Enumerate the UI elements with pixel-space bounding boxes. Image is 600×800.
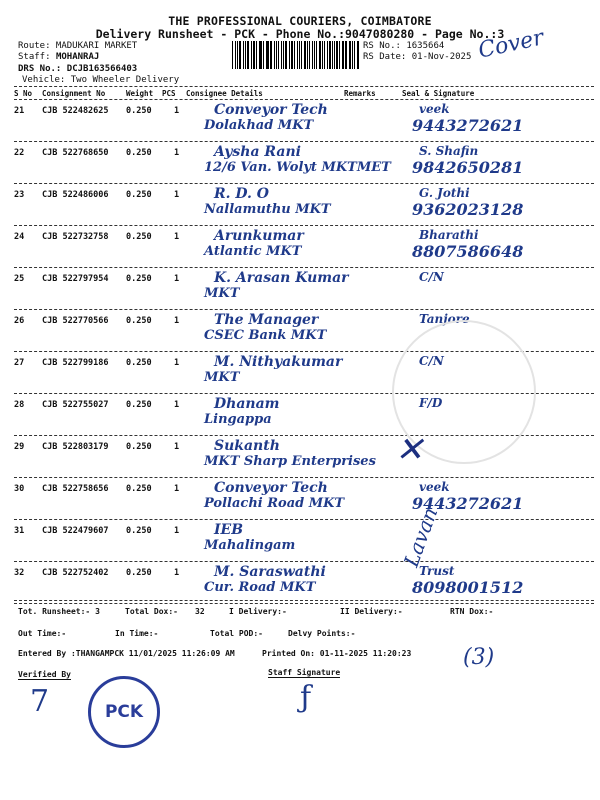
handwritten-consignee-line1: Conveyor Tech	[214, 102, 328, 118]
barcode-bar	[251, 41, 252, 69]
row-weight: 0.250	[126, 274, 152, 284]
barcode-bar	[301, 41, 302, 69]
barcode-bar	[327, 41, 328, 69]
row-consignment-no: CJB 522768650	[42, 148, 109, 158]
col-sno: S No	[14, 89, 33, 98]
row-pcs: 1	[174, 400, 180, 410]
barcode-bar	[274, 41, 275, 69]
vehicle-label: Vehicle: Two Wheeler Delivery	[22, 75, 180, 85]
barcode-bar	[297, 41, 298, 69]
row-pcs: 1	[174, 232, 180, 242]
table-row	[14, 562, 594, 604]
barcode-bar	[247, 41, 248, 69]
route-label: Route: MADUKARI MARKET	[18, 41, 138, 51]
row-weight: 0.250	[126, 316, 152, 326]
handwritten-consignee-line2: MKT	[204, 286, 240, 301]
total-dox-label: Total Dox:-	[125, 607, 178, 616]
barcode-bar	[324, 41, 325, 69]
handwritten-consignee-line1: Arunkumar	[214, 228, 304, 244]
row-weight: 0.250	[126, 484, 152, 494]
barcode-bar	[281, 41, 282, 69]
handwritten-consignee-line2: Mahalingam	[204, 538, 296, 553]
barcode-bar	[342, 41, 343, 69]
handwritten-consignee-line1: M. Nithyakumar	[214, 354, 343, 370]
handwritten-seal-line2: 9842650281	[412, 158, 524, 177]
barcode-bar	[256, 41, 257, 69]
handwritten-seal-line1: C/N	[419, 354, 444, 368]
barcode-bar	[339, 41, 340, 69]
barcode-bar	[304, 41, 306, 69]
barcode-bar	[314, 41, 315, 69]
barcode-bar	[235, 41, 236, 69]
barcode-bar	[245, 41, 246, 69]
table-row	[14, 268, 594, 310]
barcode-bar	[334, 41, 335, 69]
handwritten-circled-count: (3)	[463, 645, 495, 670]
printed-on: Printed On: 01-11-2025 11:20:23	[262, 649, 412, 658]
barcode-bar	[354, 41, 355, 69]
row-consignment-no: CJB 522479607	[42, 526, 109, 536]
handwritten-seal-line1: S. Shafin	[419, 144, 479, 158]
row-consignment-no: CJB 522770566	[42, 316, 109, 326]
barcode-bar	[266, 41, 267, 69]
col-seal: Seal & Signature	[402, 89, 475, 98]
row-consignment-no: CJB 522482625	[42, 106, 109, 116]
drs-label: DRS No.:	[18, 64, 62, 74]
col-weight: Weight	[126, 89, 154, 98]
col-pcs: PCS	[162, 89, 176, 98]
handwritten-consignee-line1: Conveyor Tech	[214, 480, 328, 496]
drs-line	[18, 64, 137, 74]
staff-label: Staff:	[18, 52, 51, 62]
handwritten-consignee-line1: M. Saraswathi	[214, 564, 326, 580]
barcode-bar	[332, 41, 333, 69]
row-weight: 0.250	[126, 358, 152, 368]
handwritten-seal-line2: 9362023128	[412, 200, 524, 219]
staff-signature-label: Staff Signature	[268, 668, 341, 677]
row-pcs: 1	[174, 358, 180, 368]
row-pcs: 1	[174, 568, 180, 578]
row-sno: 31	[14, 526, 25, 536]
row-pcs: 1	[174, 190, 180, 200]
barcode-bar	[336, 41, 338, 69]
row-weight: 0.250	[126, 232, 152, 242]
handwritten-seal-line1: veek	[419, 480, 450, 494]
row-sno: 27	[14, 358, 25, 368]
handwritten-seal-line1: C/N	[419, 270, 444, 284]
row-weight: 0.250	[126, 526, 152, 536]
table-top-rule	[14, 86, 594, 87]
barcode-bar	[237, 41, 238, 69]
row-weight: 0.250	[126, 442, 152, 452]
handwritten-seal-line1: Bharathi	[419, 228, 479, 242]
handwritten-consignee-line2: CSEC Bank MKT	[204, 328, 327, 343]
handwritten-consignee-line2: Atlantic MKT	[204, 244, 302, 259]
staff-line	[18, 52, 99, 62]
row-weight: 0.250	[126, 106, 152, 116]
i-delivery: I Delivery:-	[229, 607, 287, 616]
barcode-bar	[316, 41, 317, 69]
table-row	[14, 478, 594, 520]
barcode-bar	[276, 41, 277, 69]
handwritten-seal-line2: 8807586648	[412, 242, 524, 261]
barcode-bar	[263, 41, 264, 69]
barcode-bar	[357, 41, 359, 69]
barcode-bar	[294, 41, 295, 69]
barcode-bar	[243, 41, 244, 69]
delvy-points: Delvy Points:-	[288, 629, 356, 638]
barcode-bar	[349, 41, 350, 69]
barcode-bar	[322, 41, 323, 69]
handwritten-seal-line1: Trust	[419, 564, 455, 578]
row-sno: 25	[14, 274, 25, 284]
verified-signature: 7	[30, 684, 50, 719]
drs-number: DCJB163566403	[66, 64, 138, 74]
col-consignee: Consignee Details	[186, 89, 263, 98]
row-divider	[14, 603, 594, 604]
row-weight: 0.250	[126, 190, 152, 200]
handwritten-consignee-line1: IEB	[214, 522, 244, 538]
total-pod: Total POD:-	[210, 629, 263, 638]
table-row	[14, 142, 594, 184]
runsheet-subtitle: Delivery Runsheet - PCK - Phone No.:9047080280 - Page No.:3	[95, 27, 505, 41]
verified-by: Verified By	[18, 670, 71, 679]
row-sno: 21	[14, 106, 25, 116]
row-weight: 0.250	[126, 400, 152, 410]
row-consignment-no: CJB 522486006	[42, 190, 109, 200]
barcode-bar	[352, 41, 353, 69]
table-row	[14, 520, 594, 562]
row-consignment-no: CJB 522799186	[42, 358, 109, 368]
handwritten-consignee-line2: MKT	[204, 370, 240, 385]
row-sno: 24	[14, 232, 25, 242]
table-row	[14, 226, 594, 268]
row-consignment-no: CJB 522755027	[42, 400, 109, 410]
handwritten-consignee-line2: Dolakhad MKT	[204, 118, 314, 133]
row-pcs: 1	[174, 274, 180, 284]
rs-number: RS No.: 1635664	[363, 41, 445, 51]
in-time: In Time:-	[115, 629, 159, 638]
row-sno: 28	[14, 400, 25, 410]
barcode-bar	[319, 41, 321, 69]
company-title: THE PROFESSIONAL COURIERS, COIMBATORE	[168, 14, 432, 28]
staff-signature: ƒ	[300, 680, 312, 715]
row-sno: 22	[14, 148, 25, 158]
row-pcs: 1	[174, 484, 180, 494]
barcode-bar	[289, 41, 290, 69]
entered-by: Entered By :THANGAMPCK 11/01/2025 11:26:09 AM	[18, 649, 235, 658]
handwritten-consignee-line1: The Manager	[214, 312, 319, 328]
col-consignment: Consignment No	[42, 89, 106, 98]
row-pcs: 1	[174, 106, 180, 116]
total-dox-value: 32	[195, 607, 205, 616]
rs-date: RS Date: 01-Nov-2025	[363, 52, 472, 62]
row-weight: 0.250	[126, 148, 152, 158]
barcode-bar	[259, 41, 260, 69]
barcode-bar	[329, 41, 330, 69]
handwritten-consignee-line1: R. D. O	[214, 186, 269, 202]
barcode-bar	[285, 41, 286, 69]
barcode-bar	[309, 41, 310, 69]
col-remarks: Remarks	[344, 89, 376, 98]
table-row	[14, 184, 594, 226]
row-sno: 26	[14, 316, 25, 326]
handwritten-seal-line2: 9443272621	[412, 116, 524, 135]
pck-stamp: PCK	[88, 676, 160, 748]
handwritten-seal-line2: 8098001512	[412, 578, 524, 597]
handwritten-consignee-line2: 12/6 Van. Wolyt MKTMET	[204, 160, 391, 175]
handwritten-cover-note: Cover	[476, 25, 546, 64]
barcode-bar	[253, 41, 255, 69]
table-bottom-rule	[14, 600, 594, 601]
handwritten-consignee-line1: K. Arasan Kumar	[214, 270, 349, 286]
row-consignment-no: CJB 522758656	[42, 484, 109, 494]
row-sno: 29	[14, 442, 25, 452]
tot-runsheet: Tot. Runsheet:- 3	[18, 607, 100, 616]
handwritten-consignee-line1: Aysha Rani	[214, 144, 301, 160]
barcode-bar	[346, 41, 347, 69]
row-consignment-no: CJB 522803179	[42, 442, 109, 452]
handwritten-consignee-line1: Dhanam	[214, 396, 280, 412]
handwritten-consignee-line1: Sukanth	[214, 438, 280, 454]
handwritten-consignee-line2: MKT Sharp Enterprises	[204, 454, 376, 469]
handwritten-consignee-line2: Pollachi Road MKT	[204, 496, 345, 511]
row-pcs: 1	[174, 526, 180, 536]
barcode	[232, 41, 360, 69]
handwritten-seal-line1: Tanjore	[419, 312, 470, 326]
barcode-bar	[239, 41, 241, 69]
barcode-bar	[278, 41, 279, 69]
handwritten-seal-line1: G. Jothi	[419, 186, 470, 200]
barcode-bar	[345, 41, 346, 69]
table-header	[14, 88, 594, 99]
row-consignment-no: CJB 522732758	[42, 232, 109, 242]
staff-name: MOHANRAJ	[55, 52, 100, 62]
handwritten-consignee-line2: Cur. Road MKT	[204, 580, 316, 595]
barcode-bar	[260, 41, 261, 69]
barcode-bar	[291, 41, 293, 69]
row-pcs: 1	[174, 442, 180, 452]
handwritten-consignee-line2: Lingappa	[204, 412, 272, 427]
rtn-dox: RTN Dox:-	[450, 607, 494, 616]
row-consignment-no: CJB 522752402	[42, 568, 109, 578]
row-pcs: 1	[174, 316, 180, 326]
row-sno: 23	[14, 190, 25, 200]
barcode-bar	[299, 41, 300, 69]
row-sno: 30	[14, 484, 25, 494]
out-time: Out Time:-	[18, 629, 67, 638]
barcode-bar	[267, 41, 268, 69]
table-row	[14, 100, 594, 142]
barcode-bar	[232, 41, 233, 69]
handwritten-seal-line1: F/D	[419, 396, 443, 410]
barcode-bar	[312, 41, 313, 69]
row-pcs: 1	[174, 148, 180, 158]
barcode-bar	[283, 41, 284, 69]
barcode-bar	[270, 41, 272, 69]
handwritten-seal-line2: 9443272621	[412, 494, 524, 513]
handwritten-consignee-line2: Nallamuthu MKT	[204, 202, 331, 217]
row-sno: 32	[14, 568, 25, 578]
row-consignment-no: CJB 522797954	[42, 274, 109, 284]
row-weight: 0.250	[126, 568, 152, 578]
barcode-bar	[307, 41, 308, 69]
handwritten-seal-mark: ✕	[395, 430, 424, 470]
handwritten-seal-line1: veek	[419, 102, 450, 116]
ii-delivery: II Delivery:-	[340, 607, 403, 616]
handwritten-signature-31: Lavan	[398, 504, 443, 570]
